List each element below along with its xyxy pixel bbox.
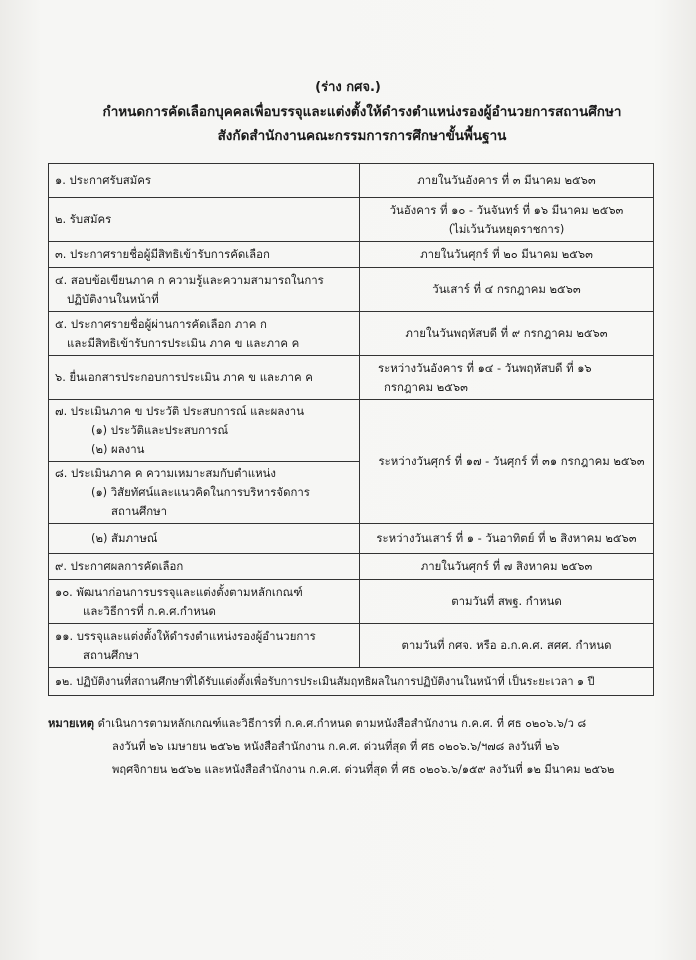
table-row [49, 198, 654, 242]
table-row [49, 524, 654, 554]
activity-line: และวิธีการที่ ก.ค.ศ.กำหนด [83, 603, 216, 618]
date-line: กรกฎาคม ๒๕๖๓ [384, 379, 468, 394]
table-row [49, 164, 654, 198]
table-row [49, 242, 654, 268]
notes-label: หมายเหตุ [48, 717, 95, 730]
activity-line: สถานศึกษา [83, 647, 140, 662]
activity-cell [49, 268, 360, 312]
date-cell: ภายในวันศุกร์ ที่ ๒๐ มีนาคม ๒๕๖๓ [360, 242, 654, 268]
activity-cell [49, 524, 360, 554]
activity-line: สถานศึกษา [111, 504, 168, 518]
date-cell: วันเสาร์ ที่ ๔ กรกฎาคม ๒๕๖๓ [360, 268, 654, 312]
activity-line: ๗. ประเมินภาค ข ประวัติ ประสบการณ์ และผลงาน [55, 404, 304, 418]
table-row [49, 312, 654, 356]
activity-cell [49, 400, 360, 462]
activity-cell: ๙. ประกาศผลการคัดเลือก [49, 554, 360, 580]
activity-cell [49, 462, 360, 524]
date-cell: ระหว่างวันเสาร์ ที่ ๑ - วันอาทิตย์ ที่ ๒ สิงหาคม ๒๕๖๓ [360, 524, 654, 554]
date-cell: ตามวันที่ กศจ. หรือ อ.ก.ค.ศ. สศศ. กำหนด [360, 624, 654, 668]
activity-cell: ๓. ประกาศรายชื่อผู้มีสิทธิเข้ารับการคัดเลือก [49, 242, 360, 268]
date-cell: ตามวันที่ สพฐ. กำหนด [360, 580, 654, 624]
table-row [49, 554, 654, 580]
date-cell [360, 198, 654, 242]
notes-line: พฤศจิกายน ๒๕๖๒ และหนังสือสำนักงาน ก.ค.ศ. ด่วนที่สุด ที่ ศธ ๐๒๐๖.๖/๑๕๙ ลงวันที่ ๑๒ มีนาคม ๒๕๖๒ [112, 763, 615, 776]
date-cell: ภายในวันอังคาร ที่ ๓ มีนาคม ๒๕๖๓ [360, 164, 654, 198]
activity-line: ๔. สอบข้อเขียนภาค ก ความรู้และความสามารถในการ [55, 272, 324, 287]
date-cell: ภายในวันศุกร์ ที่ ๗ สิงหาคม ๒๕๖๓ [360, 554, 654, 580]
notes [48, 712, 668, 781]
document-subtitle: สังกัดสำนักงานคณะกรรมการการศึกษาขั้นพื้นฐาน [217, 128, 507, 144]
activity-cell [49, 580, 360, 624]
activity-line: ๑๐. พัฒนาก่อนการบรรจุและแต่งตั้งตามหลักเกณฑ์ [55, 584, 303, 599]
date-cell [360, 356, 654, 400]
draft-label: (ร่าง กศจ.) [315, 80, 381, 95]
date-line: (ไม่เว้นวันหยุดราชการ) [448, 221, 565, 236]
activity-line: (๑) ประวัติและประสบการณ์ [91, 423, 229, 437]
activity-cell: ๒. รับสมัคร [49, 198, 360, 242]
document-title: กำหนดการคัดเลือกบุคคลเพื่อบรรจุและแต่งตั้งให้ดำรงตำแหน่งรองผู้อำนวยการสถานศึกษา [102, 104, 622, 120]
activity-line: (๒) สัมภาษณ์ [91, 531, 158, 545]
table-row [49, 400, 654, 462]
activity-line: ปฏิบัติงานในหน้าที่ [67, 291, 159, 306]
merged-date-cell: ระหว่างวันศุกร์ ที่ ๑๗ - วันศุกร์ ที่ ๓๑ กรกฎาคม ๒๕๖๓ [360, 400, 654, 524]
activity-cell: ๑๒. ปฏิบัติงานที่สถานศึกษาที่ได้รับแต่งตั้งเพื่อรับการประเมินสัมฤทธิผลในการปฏิบัติงานในหน้าที่ เป็นระยะเวลา ๑ ปี [49, 668, 654, 696]
activity-line: (๒) ผลงาน [91, 442, 145, 456]
activity-line: ๘. ประเมินภาค ค ความเหมาะสมกับตำแหน่ง [55, 466, 276, 480]
table-row [49, 668, 654, 696]
activity-cell: ๖. ยื่นเอกสารประกอบการประเมิน ภาค ข และภาค ค [49, 356, 360, 400]
notes-line: ดำเนินการตามหลักเกณฑ์และวิธีการที่ ก.ค.ศ.กำหนด ตามหนังสือสำนักงาน ก.ค.ศ. ที่ ศธ ๐๒๐๖.๖/ว ๘ [97, 717, 587, 730]
date-line: วันอังคาร ที่ ๑๐ - วันจันทร์ ที่ ๑๖ มีนาคม ๒๕๖๓ [389, 202, 624, 217]
activity-cell: ๑. ประกาศรับสมัคร [49, 164, 360, 198]
activity-line: ๕. ประกาศรายชื่อผู้ผ่านการคัดเลือก ภาค ก [55, 316, 267, 331]
table-row [49, 624, 654, 668]
notes-line: ลงวันที่ ๒๖ เมษายน ๒๕๖๒ หนังสือสำนักงาน ก.ค.ศ. ด่วนที่สุด ที่ ศธ ๐๒๐๖.๖/ฯ๗๘ ลงวันที่ ๒๖ [112, 740, 560, 753]
activity-line: และมีสิทธิเข้ารับการประเมิน ภาค ข และภาค ค [67, 335, 300, 350]
schedule-table [48, 163, 654, 696]
table-row [49, 356, 654, 400]
activity-line: (๑) วิสัยทัศน์และแนวคิดในการบริหารจัดการ [91, 485, 310, 499]
table-row [49, 580, 654, 624]
table-row [49, 268, 654, 312]
date-cell: ภายในวันพฤหัสบดี ที่ ๙ กรกฎาคม ๒๕๖๓ [360, 312, 654, 356]
date-line: ระหว่างวันอังคาร ที่ ๑๔ - วันพฤหัสบดี ที่ ๑๖ [378, 360, 592, 375]
activity-line: ๑๑. บรรจุและแต่งตั้งให้ดำรงตำแหน่งรองผู้อำนวยการ [55, 628, 316, 643]
activity-cell [49, 624, 360, 668]
activity-cell [49, 312, 360, 356]
